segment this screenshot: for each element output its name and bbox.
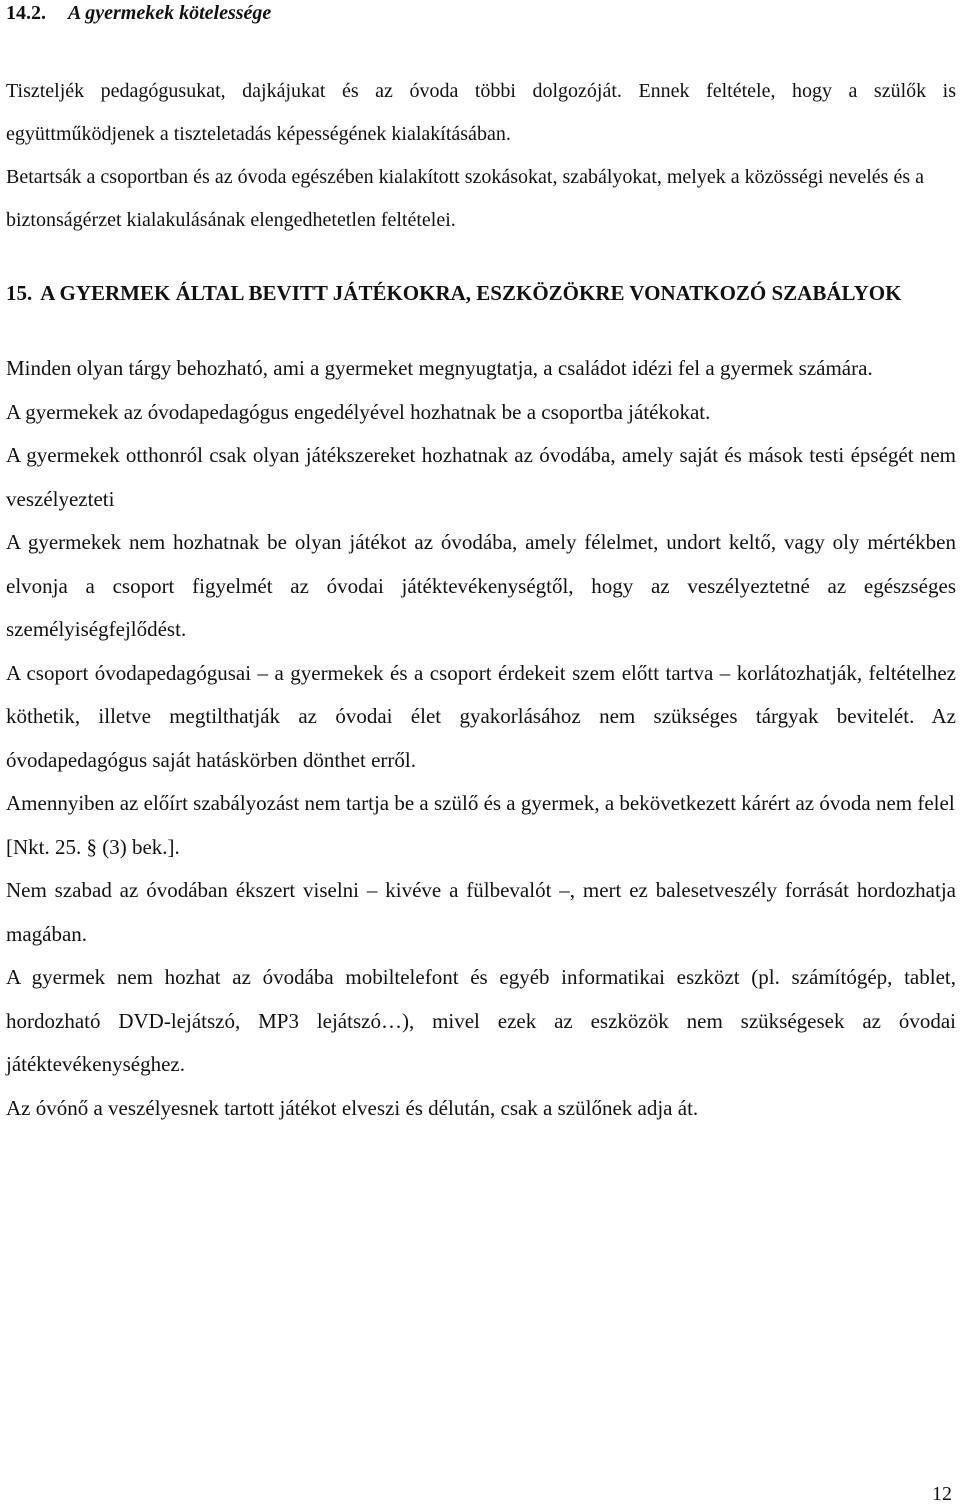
section-number: 15.: [6, 281, 33, 305]
page-number: 12: [932, 1483, 952, 1505]
paragraph: A gyermek nem hozhat az óvodába mobiltelefont és egyéb informatikai eszközt (pl. számítógép, tablet, hordozható DVD-lejátszó, MP3 lejátszó…), mivel ezek az eszközök nem szükségesek az óvodai játéktevékenységhez.: [6, 965, 956, 1076]
rules-text: [6, 347, 956, 1130]
paragraph: Az óvónő a veszélyesnek tartott játékot elveszi és délután, csak a szülőnek adja át.: [6, 1095, 699, 1120]
subsection-number: 14.2.: [6, 2, 46, 24]
paragraph: Tiszteljék pedagógusukat, dajkájukat és az óvoda többi dolgozóját. Ennek feltétele, hogy a szülők is együttműködjenek a tiszteletadás képességének kialakításában.: [6, 80, 956, 145]
paragraph: A csoport óvodapedagógusai – a gyermekek és a csoport érdekeit szem előtt tartva – korlátozhatják, feltételhez köthetik, illetve megtilthatják az óvodai élet gyakorlásához nem szükséges tárgyak bevitelét. Az óvodapedagógus saját hatáskörben dönthet erről.: [6, 660, 956, 772]
subsection-title: A gyermekek kötelessége: [68, 2, 272, 24]
paragraph: A gyermekek nem hozhatnak be olyan játékot az óvodába, amely félelmet, undort keltő, vagy oly mértékben elvonja a csoport figyelmét az óvodai játéktevékenységtől, hogy az veszélyeztetné az egészséges személyiségfejlődést.: [6, 530, 956, 641]
paragraph: Minden olyan tárgy behozható, ami a gyermeket megnyugtatja, a családot idézi fel a gyermek számára.: [6, 356, 873, 380]
subsection-heading: [6, 0, 956, 26]
section-heading: [6, 279, 956, 308]
document-page: [6, 0, 956, 1130]
paragraph: Nem szabad az óvodában ékszert viselni – kivéve a fülbevalót –, mert ez balesetveszély forrását hordozhatja magában.: [6, 878, 956, 946]
duties-text: [6, 70, 956, 242]
paragraph: Amennyiben az előírt szabályozást nem tartja be a szülő és a gyermek, a bekövetkezett kárért az óvoda nem felel [Nkt. 25. § (3) bek.].: [6, 791, 955, 859]
paragraph: A gyermekek az óvodapedagógus engedélyével hozhatnak be a csoportba játékokat.: [6, 399, 711, 424]
section-title: A GYERMEK ÁLTAL BEVITT JÁTÉKOKRA, ESZKÖZÖKRE VONATKOZÓ SZABÁLYOK: [40, 281, 902, 305]
paragraph: A gyermekek otthonról csak olyan játékszereket hozhatnak az óvodába, amely saját és mások testi épségét nem veszélyezteti: [6, 443, 956, 511]
paragraph: Betartsák a csoportban és az óvoda egészében kialakított szokásokat, szabályokat, melyek a közösségi nevelés és a biztonságérzet kialakulásának elengedhetetlen feltételei.: [6, 166, 924, 231]
